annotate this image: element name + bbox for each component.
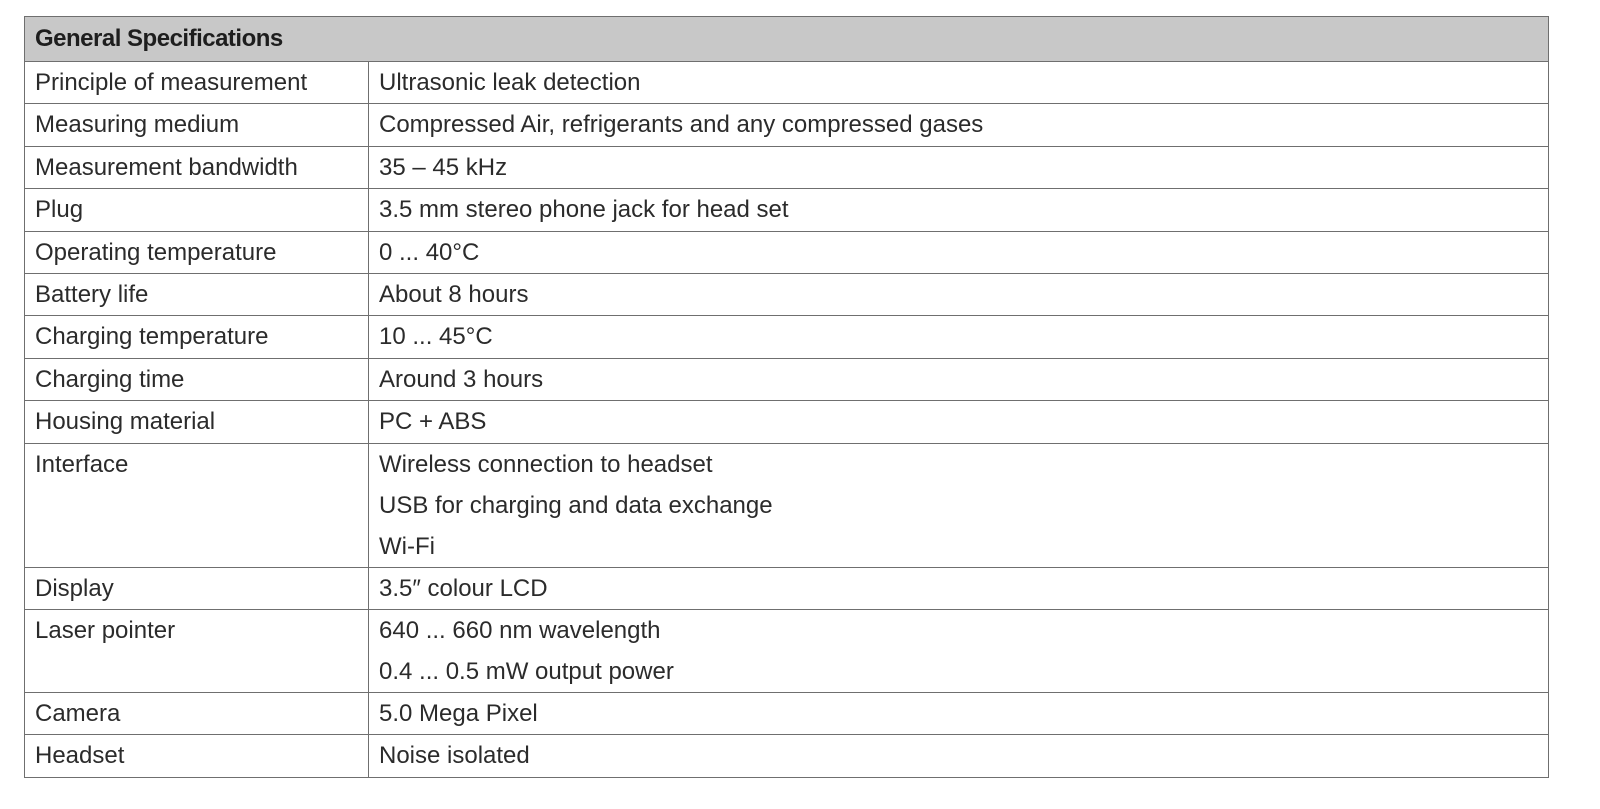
spec-value-line: 35 – 45 kHz bbox=[379, 153, 508, 181]
table-row bbox=[25, 104, 1549, 146]
spec-value bbox=[369, 316, 1549, 358]
spec-label: Interface bbox=[25, 443, 369, 567]
table-row bbox=[25, 231, 1549, 273]
spec-value-line: 5.0 Mega Pixel bbox=[379, 700, 538, 728]
spec-value-line: 0.4 ... 0.5 mW output power bbox=[379, 658, 674, 686]
table-body bbox=[25, 62, 1549, 778]
table-row bbox=[25, 735, 1549, 777]
spec-value-line: Wi-Fi bbox=[379, 532, 435, 560]
spec-label: Display bbox=[25, 567, 369, 609]
spec-label: Charging time bbox=[25, 358, 369, 400]
spec-value bbox=[369, 401, 1549, 443]
table-row bbox=[25, 401, 1549, 443]
spec-label: Operating temperature bbox=[25, 231, 369, 273]
table-row bbox=[25, 693, 1549, 735]
table-title: General Specifications bbox=[25, 17, 1549, 62]
spec-value bbox=[369, 274, 1549, 316]
spec-value bbox=[369, 693, 1549, 735]
table-row bbox=[25, 189, 1549, 231]
table-row bbox=[25, 443, 1549, 567]
spec-label: Charging temperature bbox=[25, 316, 369, 358]
spec-value bbox=[369, 62, 1549, 104]
table-row bbox=[25, 316, 1549, 358]
specifications-table bbox=[24, 16, 1549, 778]
spec-value-line: Compressed Air, refrigerants and any compressed gases bbox=[379, 111, 984, 139]
spec-value bbox=[369, 146, 1549, 188]
spec-label: Measurement bandwidth bbox=[25, 146, 369, 188]
spec-value-line: 3.5″ colour LCD bbox=[379, 574, 548, 602]
spec-value-line: USB for charging and data exchange bbox=[379, 491, 773, 519]
spec-value-line: PC + ABS bbox=[379, 408, 487, 436]
spec-value bbox=[369, 104, 1549, 146]
spec-label: Principle of measurement bbox=[25, 62, 369, 104]
table-row bbox=[25, 274, 1549, 316]
spec-value bbox=[369, 567, 1549, 609]
spec-value-line: 640 ... 660 nm wavelength bbox=[379, 617, 661, 645]
spec-label: Housing material bbox=[25, 401, 369, 443]
spec-value-line: 3.5 mm stereo phone jack for head set bbox=[379, 196, 789, 224]
spec-value-line: 0 ... 40°C bbox=[379, 238, 480, 266]
table-row bbox=[25, 62, 1549, 104]
table-row bbox=[25, 358, 1549, 400]
spec-value-line: 10 ... 45°C bbox=[379, 323, 493, 351]
spec-value-line: Ultrasonic leak detection bbox=[379, 69, 641, 96]
spec-value bbox=[369, 610, 1549, 693]
spec-value bbox=[369, 358, 1549, 400]
spec-value bbox=[369, 735, 1549, 777]
spec-value bbox=[369, 189, 1549, 231]
spec-label: Camera bbox=[25, 693, 369, 735]
spec-label: Headset bbox=[25, 735, 369, 777]
spec-value-line: Noise isolated bbox=[379, 742, 530, 770]
table-row bbox=[25, 146, 1549, 188]
table-row bbox=[25, 567, 1549, 609]
spec-label: Battery life bbox=[25, 274, 369, 316]
spec-label: Measuring medium bbox=[25, 104, 369, 146]
spec-label: Plug bbox=[25, 189, 369, 231]
spec-value bbox=[369, 231, 1549, 273]
table-row bbox=[25, 610, 1549, 693]
spec-value-line: Wireless connection to headset bbox=[379, 450, 713, 478]
table-header-row bbox=[25, 17, 1549, 62]
spec-value-line: Around 3 hours bbox=[379, 365, 544, 393]
spec-value bbox=[369, 443, 1549, 567]
spec-value-line: About 8 hours bbox=[379, 281, 529, 309]
spec-label: Laser pointer bbox=[25, 610, 369, 693]
